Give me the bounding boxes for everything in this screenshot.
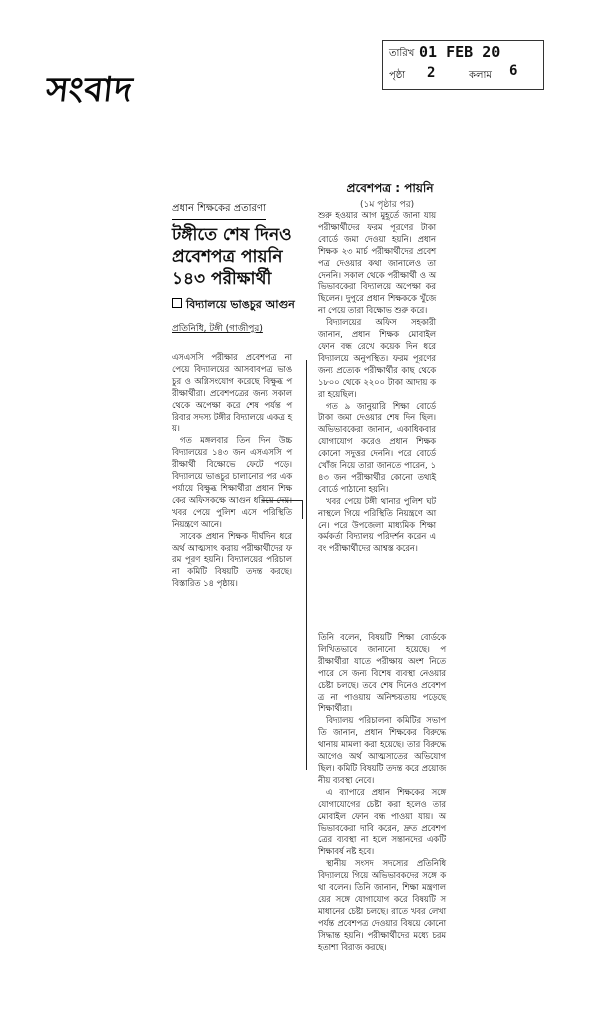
paragraph: এসএসসি পরীক্ষার প্রবেশপত্র না পেয়ে বিদ্যালয়ের আসবাবপত্র ভাঙচুর ও অগ্নিসংযোগ করেছে বিক্ষুব্ধ পরীক্ষার্থীরা। প্রবেশপত্রের জন্য সকাল থেকে অপেক্ষা করে শেষ পর্যন্ত পরিবার সদস্য টঙ্গীর বিদ্যালয়ে একত্র হয়।	[172, 352, 292, 434]
article-body-right-top	[318, 210, 436, 555]
paragraph: এ ব্যাপারে প্রধান শিক্ষকের সঙ্গে যোগাযোগের চেষ্টা করা হলেও তার মোবাইল ফোন বন্ধ পাওয়া যায়। অভিভাবকেরা দাবি করেন, দ্রুত প্রবেশপত্রের ব্যবস্থা না হলে সন্তানদের একটি শিক্ষাবর্ষ নষ্ট হবে।	[318, 786, 446, 857]
stamp-column-label: কলাম	[469, 70, 492, 81]
clipping-stamp	[382, 40, 544, 90]
article-body-right-bottom	[318, 632, 446, 953]
continuation-title: প্রবেশপত্র : পায়নি	[346, 181, 434, 195]
bullet-box-icon	[172, 298, 182, 308]
stamp-page: 2	[427, 65, 436, 81]
stamp-column: 6	[509, 63, 518, 79]
stamp-date: 01 FEB 20	[419, 43, 501, 61]
paragraph: বিদ্যালয়ের অফিস সহকারী জানান, প্রধান শিক্ষক মোবাইল ফোন বন্ধ রেখে কয়েক দিন ধরে বিদ্যালয়ে অনুপস্থিত। ফরম পূরণের জন্য প্রত্যেক পরীক্ষার্থীর কাছ থেকে ১৮০০ থেকে ২২০০ টাকা আদায় করা হয়েছিল।	[318, 317, 436, 399]
paragraph: বিদ্যালয় পরিচালনা কমিটির সভাপতি জানান, প্রধান শিক্ষকের বিরুদ্ধে থানায় মামলা করা হয়েছে। তার বিরুদ্ধে আগেও অর্থ আত্মসাতের অভিযোগ ছিল। কমিটি বিষয়টি তদন্ত করে প্রয়োজনীয় ব্যবস্থা নেবে।	[318, 715, 446, 785]
article-subhead-text: বিদ্যালয়ে ভাঙচুর আগুন	[186, 298, 295, 311]
stamp-date-label: তারিখ	[389, 48, 415, 59]
column-divider	[306, 360, 307, 770]
paragraph: সাবেক প্রধান শিক্ষক দীর্ঘদিন ধরে অর্থ আত্মসাৎ করায় পরীক্ষার্থীদের ফরম পূরণ হয়নি। বিদ্যালয়ের পরিচালনা কমিটি বিষয়টি তদন্ত করছে। বিস্তারিত ১৪ পৃষ্ঠায়।	[172, 530, 292, 589]
column-jump-rule	[262, 500, 303, 519]
paragraph: শুরু হওয়ার আগ মুহূর্তে জানা যায় পরীক্ষার্থীদের ফরম পূরণের টাকা বোর্ডে জমা দেওয়া হয়নি। প্রধান শিক্ষক ২৩ মার্চ পরীক্ষার্থীদের প্রবেশপত্র দেওয়ার কথা জানালেও তা দেননি। সকাল থেকে পরীক্ষার্থী ও অভিভাবকেরা বিদ্যালয়ে অপেক্ষা করছিলেন। দুপুরে প্রধান শিক্ষককে খুঁজে না পেয়ে তারা বিক্ষোভ শুরু করে।	[318, 210, 436, 316]
paragraph: গত ৯ জানুয়ারি শিক্ষা বোর্ডে টাকা জমা দেওয়ার শেষ দিন ছিল। অভিভাবকেরা জানান, একাধিকবার যোগাযোগ করেও প্রধান শিক্ষক কোনো সদুত্তর দেননি। পরে বোর্ডে খোঁজ নিয়ে তারা জানতে পারেন, ১৪৩ জন পরীক্ষার্থীর কোনো তথ্যই বোর্ডে পাঠানো হয়নি।	[318, 400, 436, 494]
paragraph: স্থানীয় সংসদ সদস্যের প্রতিনিধি বিদ্যালয়ে গিয়ে অভিভাবকদের সঙ্গে কথা বলেন। তিনি জানান, শিক্ষা মন্ত্রণালয়ের সঙ্গে যোগাযোগ করে বিষয়টি সমাধানের চেষ্টা চলছে। রাতে খবর লেখা পর্যন্ত প্রবেশপত্র দেওয়ার বিষয়ে কোনো সিদ্ধান্ত হয়নি। পরীক্ষার্থীদের মধ্যে চরম হতাশা বিরাজ করছে।	[318, 858, 446, 952]
newspaper-masthead: সংবাদ	[44, 70, 136, 110]
paragraph: গত মঙ্গলবার তিন দিন উচ্চ বিদ্যালয়ের ১৪৩ জন এসএসসি পরীক্ষার্থী বিক্ষোভে ফেটে পড়ে। বিদ্যালয়ে ভাঙচুর চালানোর পর একপর্যায়ে বিক্ষুব্ধ শিক্ষার্থীরা প্রধান শিক্ষকের অফিসকক্ষে আগুন ধরিয়ে দেয়। খবর পেয়ে পুলিশ এসে পরিস্থিতি নিয়ন্ত্রণে আনে।	[172, 435, 292, 529]
continuation-subtitle: (১ম পৃষ্ঠার পর)	[360, 200, 415, 210]
article-header	[172, 196, 302, 336]
paragraph: খবর পেয়ে টঙ্গী থানার পুলিশ ঘটনাস্থলে গিয়ে পরিস্থিতি নিয়ন্ত্রণে আনে। পরে উপজেলা মাধ্যমিক শিক্ষা কর্মকর্তা বিদ্যালয় পরিদর্শন করেন এবং পরীক্ষার্থীদের আশ্বস্ত করেন।	[318, 495, 436, 554]
article-body-left	[172, 352, 292, 590]
article-kicker: প্রধান শিক্ষকের প্রতারণা	[172, 201, 266, 220]
article-byline: প্রতিনিধি, টঙ্গী (গাজীপুর)	[172, 324, 263, 334]
article-headline: টঙ্গীতে শেষ দিনও প্রবেশপত্র পায়নি ১৪৩ পরীক্ষার্থী	[172, 225, 292, 289]
article-subhead	[172, 296, 302, 315]
paragraph: তিনি বলেন, বিষয়টি শিক্ষা বোর্ডকে লিখিতভাবে জানানো হয়েছে। পরীক্ষার্থীরা যাতে পরীক্ষায় অংশ নিতে পারে সে জন্য বিশেষ ব্যবস্থা নেওয়ার চেষ্টা চলছে। তবে শেষ দিনেও প্রবেশপত্র না পাওয়ায় অনিশ্চয়তায় পড়েছে শিক্ষার্থীরা।	[318, 632, 446, 714]
stamp-page-label: পৃষ্ঠা	[389, 70, 406, 81]
